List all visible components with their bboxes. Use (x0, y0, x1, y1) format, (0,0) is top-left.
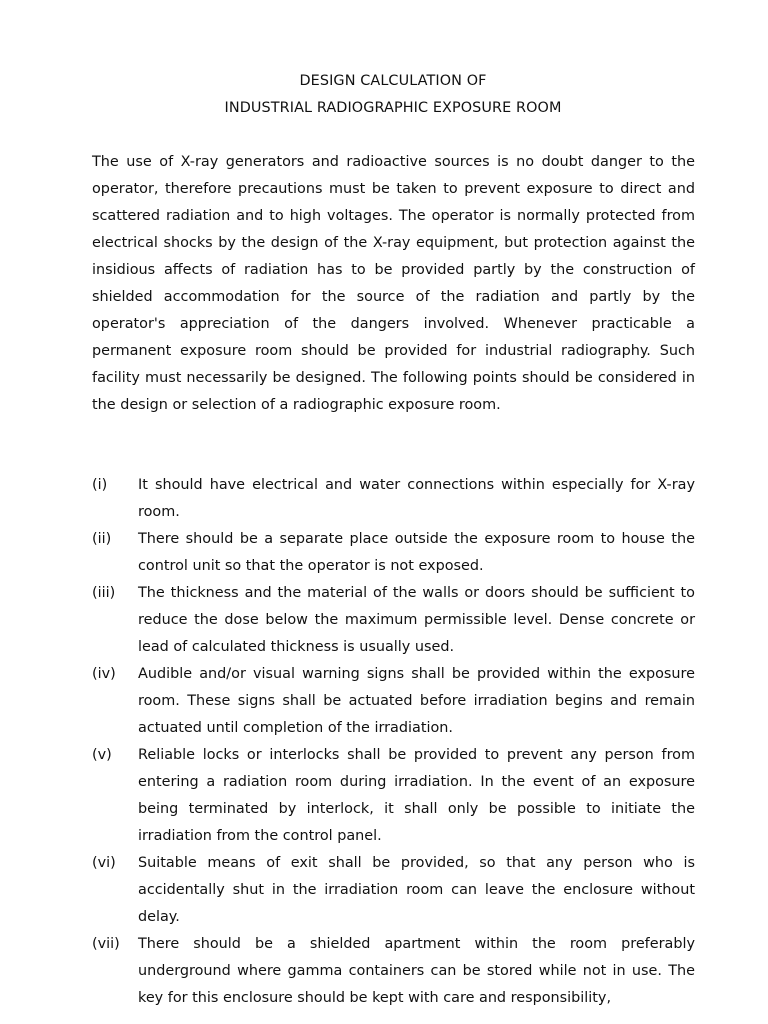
list-item-number: (v) (92, 747, 112, 763)
list-item-text: There should be a shielded apartment within the room preferably underground where gamma containers can be stored while not in use. The key for this enclosure should be kept with care and responsibility, (138, 936, 695, 1006)
list-item-text: There should be a separate place outside the exposure room to house the control unit so that the operator is not exposed. (138, 531, 695, 574)
list-item-number: (i) (92, 477, 108, 493)
list-item (0, 850, 768, 931)
list-item-number: (vii) (92, 936, 120, 952)
list-item (0, 472, 768, 526)
list-item-text: Reliable locks or interlocks shall be provided to prevent any person from entering a radiation room during irradiation. In the event of an exposure being terminated by interlock, it shall only be possible to initiate the irradiation from the control panel. (138, 747, 695, 844)
considerations-list (0, 472, 768, 1012)
list-item (0, 661, 768, 742)
list-item (0, 580, 768, 661)
list-item (0, 742, 768, 850)
list-item-number: (iii) (92, 585, 116, 601)
list-item (0, 931, 768, 1012)
document-title-line-2: INDUSTRIAL RADIOGRAPHIC EXPOSURE ROOM (224, 100, 562, 116)
list-item-text: Suitable means of exit shall be provided, so that any person who is accidentally shut in the irradiation room can leave the enclosure without delay. (138, 855, 695, 925)
list-item (0, 526, 768, 580)
list-item-number: (ii) (92, 531, 112, 547)
list-item-text: Audible and/or visual warning signs shall be provided within the exposure room. These signs shall be actuated before irradiation begins and remain actuated until completion of the irradiation. (138, 666, 695, 736)
list-item-text: The thickness and the material of the walls or doors should be sufficient to reduce the dose below the maximum permissible level. Dense concrete or lead of calculated thickness is usually used. (138, 585, 695, 655)
list-item-number: (vi) (92, 855, 116, 871)
intro-paragraph: The use of X-ray generators and radioactive sources is no doubt danger to the operator, therefore precautions must be taken to prevent exposure to direct and scattered radiation and to high voltages. The operator is normally protected from electrical shocks by the design of the X-ray equipment, but protection against the insidious affects of radiation has to be provided partly by the construction of shielded accommodation for the source of the radiation and partly by the operator's appreciation of the dangers involved. Whenever practicable a permanent exposure room should be provided for industrial radiography. Such facility must necessarily be designed. The following points should be considered in the design or selection of a radiographic exposure room. (92, 154, 695, 413)
document-title-line-1: DESIGN CALCULATION OF (299, 73, 487, 89)
list-item-text: It should have electrical and water connections within especially for X-ray room. (138, 477, 695, 520)
list-item-number: (iv) (92, 666, 116, 682)
